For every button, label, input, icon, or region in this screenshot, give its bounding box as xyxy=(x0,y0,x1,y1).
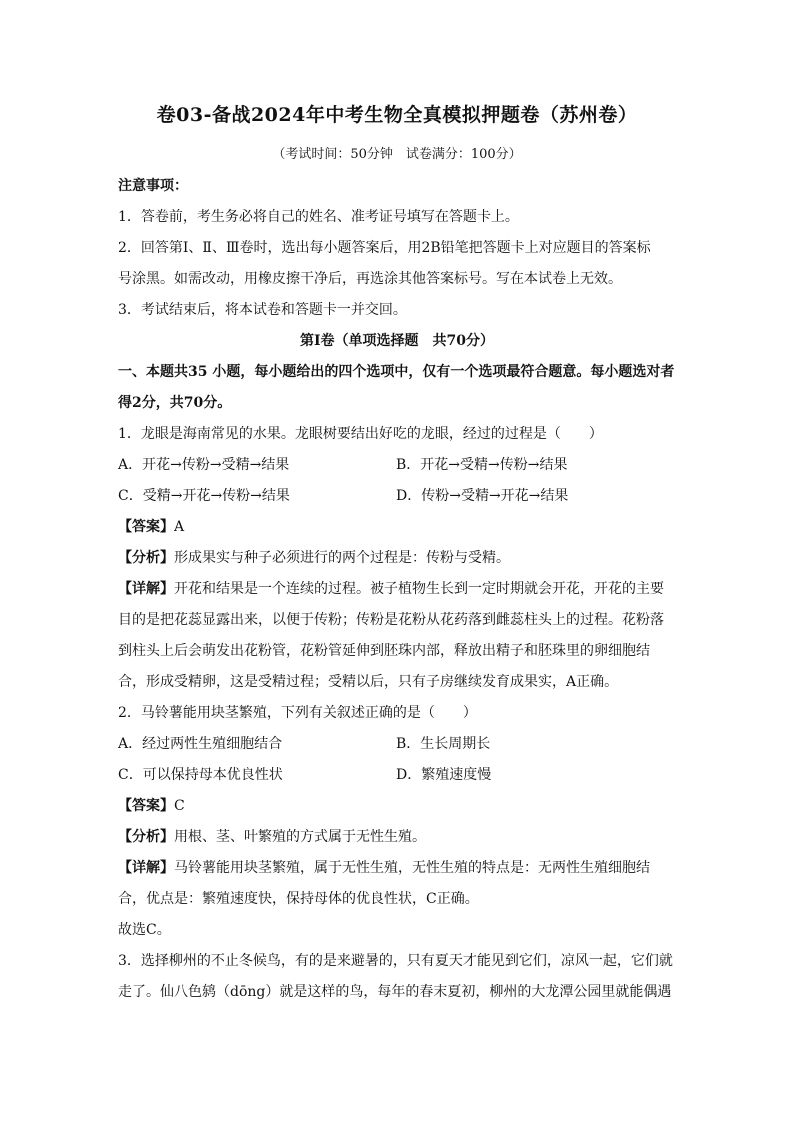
q1-stem: 1．龙眼是海南常见的水果。龙眼树要结出好吃的龙眼，经过的过程是（ ） xyxy=(118,426,603,442)
q2-conclusion: 故选C。 xyxy=(118,922,171,938)
q1-detail-4: 合，形成受精卵，这是受精过程；受精以后，只有子房继续发育成果实，A正确。 xyxy=(118,674,619,690)
q2-detail-1 xyxy=(118,858,688,878)
q1-option-d: D．传粉→受精→开花→结果 xyxy=(396,488,569,504)
analysis-text: 形成果实与种子必须进行的两个过程是：传粉与受精。 xyxy=(174,550,510,566)
page-title: 卷03-备战2024年中考生物全真模拟押题卷（苏州卷） xyxy=(156,104,638,126)
detail-text: 马铃薯能用块茎繁殖，属于无性生殖，无性生殖的特点是：无两性生殖细胞结 xyxy=(174,860,650,876)
notice-item-1: 1．答卷前，考生务必将自己的姓名、准考证号填写在答题卡上。 xyxy=(118,209,519,225)
q1-answer xyxy=(118,517,688,537)
section-instruction: 一、本题共35 小题，每小题给出的四个选项中，仅有一个选项最符合题意。每小题选对者 xyxy=(118,364,675,380)
answer-value: A xyxy=(174,519,185,535)
notice-item-2-cont: 号涂黑。如需改动，用橡皮擦干净后，再选涂其他答案标号。写在本试卷上无效。 xyxy=(118,271,622,287)
q1-analysis xyxy=(118,548,688,568)
q1-option-c: C．受精→开花→传粉→结果 xyxy=(118,488,290,504)
q2-stem: 2．马铃薯能用块茎繁殖，下列有关叙述正确的是（ ） xyxy=(118,705,477,721)
q2-option-b: B．生长周期长 xyxy=(396,736,491,752)
q1-detail-3: 到柱头上后会萌发出花粉管，花粉管延伸到胚珠内部，释放出精子和胚珠里的卵细胞结 xyxy=(118,643,650,659)
notice-item-3: 3．考试结束后，将本试卷和答题卡一并交回。 xyxy=(118,302,407,318)
q2-option-a: A．经过两性生殖细胞结合 xyxy=(118,736,283,752)
answer-tag: 【答案】 xyxy=(118,519,174,535)
q3-stem-2: 走了。仙八色鸫（dōng）就是这样的鸟，每年的春末夏初，柳州的大龙潭公园里就能偶遇 xyxy=(118,984,672,1000)
section-instruction-cont: 得2分，共70分。 xyxy=(118,395,232,411)
notice-item-2: 2．回答第Ⅰ、Ⅱ、Ⅲ卷时，选出每小题答案后，用2B铅笔把答题卡上对应题目的答案标 xyxy=(118,240,651,256)
exam-info: （考试时间：50分钟 试卷满分：100分） xyxy=(272,147,522,162)
q2-option-c: C．可以保持母本优良性状 xyxy=(118,767,283,783)
q2-analysis xyxy=(118,827,688,847)
detail-tag: 【详解】 xyxy=(118,860,174,876)
notice-heading: 注意事项： xyxy=(118,178,188,194)
q3-stem-1: 3．选择柳州的不止冬候鸟，有的是来避暑的，只有夏天才能见到它们，凉风一起，它们就 xyxy=(118,953,673,969)
answer-tag: 【答案】 xyxy=(118,798,174,814)
q2-option-d: D．繁殖速度慢 xyxy=(396,767,492,783)
answer-value: C xyxy=(174,798,185,814)
detail-text: 开花和结果是一个连续的过程。被子植物生长到一定时期就会开花，开花的主要 xyxy=(174,581,664,597)
analysis-text: 用根、茎、叶繁殖的方式属于无性生殖。 xyxy=(174,829,426,845)
q1-option-b: B．开花→受精→传粉→结果 xyxy=(396,457,568,473)
analysis-tag: 【分析】 xyxy=(118,550,174,566)
analysis-tag: 【分析】 xyxy=(118,829,174,845)
q1-option-a: A．开花→传粉→受精→结果 xyxy=(118,457,290,473)
q1-detail-2: 目的是把花蕊显露出来，以便于传粉；传粉是花粉从花药落到雌蕊柱头上的过程。花粉落 xyxy=(118,612,664,628)
q1-detail-1 xyxy=(118,579,688,599)
q2-answer xyxy=(118,796,688,816)
section-title: 第Ⅰ卷（单项选择题 共70分） xyxy=(299,333,495,349)
q2-detail-2: 合，优点是：繁殖速度快，保持母体的优良性状，C正确。 xyxy=(118,891,479,907)
detail-tag: 【详解】 xyxy=(118,581,174,597)
